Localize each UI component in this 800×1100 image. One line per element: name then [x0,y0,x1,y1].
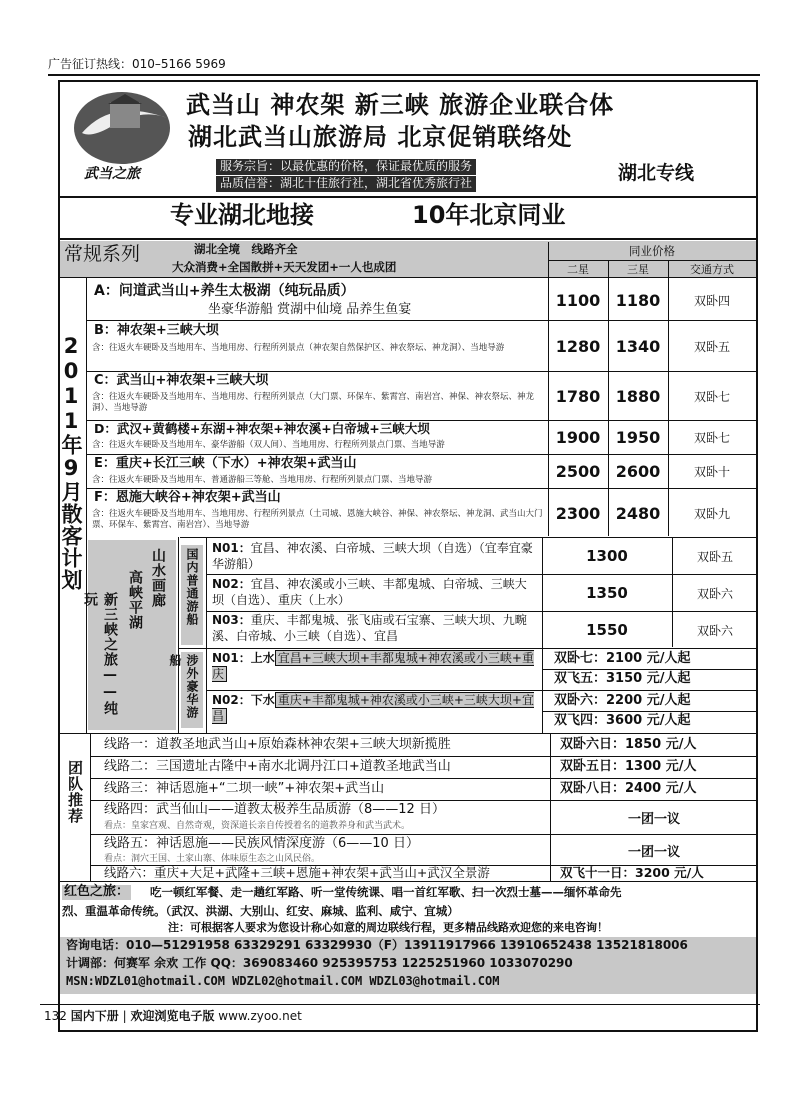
route-no: N01： [212,651,251,665]
route-highlights: 坐豪华游船 赏湖中仙境 品养生鱼宴 [208,302,412,317]
route-title: E：重庆+长江三峡（下水）+神农架+武当山 [94,456,357,471]
notice: 注：可根据客人要求为您设计称心如意的周边联线行程，更多精品线路欢迎您的来电咨询！ [168,921,608,934]
group-route-note: 看点：洞穴王国、土家山寨、体味原生态之山风民俗。 [104,854,321,864]
group-route-price: 一团一议 [627,811,680,827]
group-route-text: 线路四：武当仙山——道教太极养生品质游（8——12 日） [104,802,445,817]
slogan-a: 专业湖北地接 [170,201,314,229]
col-three-star: 三星 [627,262,649,276]
transport: 双卧四 [693,293,730,308]
transport: 双卧五 [696,549,733,564]
transport: 双卧十 [693,464,730,479]
route-no: N02： [212,693,251,707]
header-title-2: 湖北武当山旅游局 北京促销联络处 [188,123,573,151]
route-no: N02： [212,577,251,591]
route-stops: 宜昌、神农溪、白帝城、三峡大坝（自选）（宜奉宜豪华游船） [212,541,533,571]
contact-msn: MSN:WDZL01@hotmail.COM WDZL02@hotmail.COM WDZL03@hotmail.COM [66,974,500,988]
side-new-three-gorges: 新三峡之旅——纯玩 [82,592,118,716]
price-three-star: 1950 [615,427,661,447]
transport: 双卧七 [693,389,730,404]
contact-staff: 计调部：何赛军 余欢 工作 QQ：369083460 925395753 1225251960 1033070290 [66,956,573,970]
monthly-plan-label: 2011年9月散客计划 [59,333,83,591]
route-no: N01： [212,541,251,555]
route-stops: 宜昌+三峡大坝+丰都鬼城+神农溪或小三峡+重庆 [212,651,534,681]
group-route-price: 双卧六日：1850 元/人 [560,737,697,752]
price: 1350 [586,584,628,602]
taiji-logo-icon [72,88,182,168]
domestic-route-text [212,541,538,572]
price-two-star: 1280 [555,336,601,356]
route-includes: 含：往返火车硬卧及当地用车、当地用房、行程所列景点（大门票、环保车、紫霄宫、南岩宫、神保、神农祭坛、神龙洞）、当地导游 [92,392,535,414]
group-route-price: 双飞十一日：3200 元/人 [560,865,704,880]
transport: 双卧五 [693,339,730,354]
header-title-1: 武当山 神农架 新三峡 旅游企业联合体 [186,91,615,119]
price: 1550 [586,621,628,639]
route-includes: 含：往返火车硬卧及当地用车、当地用房、行程所列景点（土司城、恩施大峡谷、神保、神农祭坛、神龙洞、武当山大门票、环保车、紫霄宫、南岩宫）、当地导游 [92,509,543,531]
footer-site-link[interactable]: www.zyoo.net [218,1009,302,1023]
group-route-price: 双卧五日：1300 元/人 [560,759,697,774]
price-three-star: 1180 [615,290,661,310]
page-number: 132 [44,1009,67,1023]
group-route-price: 一团一议 [627,844,680,860]
route-direction: 下水 [250,693,275,707]
red-tour-label: 红色之旅： [64,884,130,899]
price-three-star: 2600 [615,461,661,481]
price-air: 双飞四：3600 元/人起 [554,713,691,728]
brand-tag: 湖北专线 [618,162,695,184]
side-landscape: 山水画廊 [150,548,166,608]
foreign-ship-label: 涉外豪华游船 [168,654,199,719]
route-title: C：武当山+神农架+三峡大坝 [94,373,269,388]
route-includes: 含：往返火车硬卧及当地用车、当地用房、行程所列景点（神农架自然保护区、神农祭坛、神龙洞）、当地导游 [92,343,505,353]
quality-promise: 品质信誉：湖北十佳旅行社，湖北省优秀旅行社 [216,176,476,192]
group-route-text: 线路五：神话恩施——民族风情深度游（6——10 日） [104,836,419,851]
service-tenet: 服务宗旨：以最优惠的价格，保证最优质的服务 [216,159,476,175]
footer: 132 国内下册 | 欢迎浏览电子版 www.zyoo.net [44,1009,302,1023]
price-air: 双飞五：3150 元/人起 [554,671,691,686]
price-three-star: 1340 [615,336,661,356]
group-route-text: 线路一：道教圣地武当山+原始森林神农架+三峡大坝新揽胜 [104,737,451,752]
slogan-b: 10年北京同业 [412,201,566,229]
price-two-star: 2500 [555,461,601,481]
price-two-star: 1780 [555,386,601,406]
route-title: B：神农架+三峡大坝 [94,323,219,338]
group-route-text: 线路六：重庆+大足+武隆+三峡+恩施+神农架+武当山+武汉全景游 [104,865,490,880]
red-tour-line1: 吃一顿红军餐、走一趟红军路、听一堂传统课、唱一首红军歌、扫一次烈士墓——缅怀革命先 [150,885,622,899]
route-no: N03： [212,613,251,627]
logo-caption: 武当之旅 [84,166,140,182]
group-route-text: 线路三：神话恩施+“二坝一峡”+神农架+武当山 [104,781,385,796]
series-subtitle-1: 湖北全境 线路齐全 [194,242,298,256]
footer-section: 国内下册 [70,1009,119,1023]
route-includes: 含：往返火车硬卧及当地用车、普通游船三等舱、当地用房、行程所列景点门票、当地导游 [92,475,433,485]
group-route-note: 看点：皇家宫观、自然奇观，资深道长亲自传授着名的道教养身和武当武术。 [104,821,411,831]
col-two-star: 二星 [567,262,589,276]
price-rail: 双卧七：2100 元/人起 [554,651,691,666]
foreign-route-text [212,651,540,682]
price-two-star: 1900 [555,427,601,447]
price-two-star: 1100 [555,290,601,310]
domestic-ship-label: 国内普通游船 [185,548,199,626]
price-three-star: 2480 [615,503,661,523]
domestic-route-text [212,613,538,644]
route-includes: 含：往返火车硬卧及当地用车、豪华游船（双人间）、当地用房、行程所列景点门票、当地导游 [92,440,445,450]
price-group-header: 同业价格 [629,244,675,258]
group-route-price: 双卧八日：2400 元/人 [560,781,697,796]
price: 1300 [586,547,628,565]
transport: 双卧六 [696,586,733,601]
top-divider [48,74,760,76]
series-title: 常规系列 [64,243,141,265]
series-subtitle-2: 大众消费+全国散拼+天天发团+一人也成团 [172,260,397,274]
ad-hotline: 广告征订热线：010–5166 5969 [48,57,226,71]
transport: 双卧六 [696,623,733,638]
route-title: D：武汉+黄鹤楼+东湖+神农架+神农溪+白帝城+三峡大坝 [94,421,430,436]
red-tour-line2: 烈、重温革命传统。（武汉、洪湖、大别山、红安、麻城、监利、咸宁、宜城） [62,904,459,918]
contact-phone: 咨询电话：010—51291958 63329291 63329930（F）13911917966 13910652438 13521818006 [66,938,688,952]
route-stops: 宜昌、神农溪或小三峡、丰都鬼城、白帝城、三峡大坝（自选）、重庆（上水） [212,577,527,607]
footer-welcome: 欢迎浏览电子版 [130,1009,215,1023]
slogan-divider [58,238,758,240]
foreign-route-text [212,693,540,724]
col-transport: 交通方式 [690,262,734,276]
price-rail: 双卧六：2200 元/人起 [554,693,691,708]
route-title: F：恩施大峡谷+神农架+武当山 [94,490,281,505]
transport: 双卧九 [693,506,730,521]
group-route-text: 线路二：三国遗址古隆中+南水北调丹江口+道教圣地武当山 [104,759,451,774]
header-divider [58,196,758,198]
route-direction: 上水 [250,651,275,665]
price-three-star: 1880 [615,386,661,406]
route-stops: 重庆、丰都鬼城、张飞庙或石宝寨、三峡大坝、九畹溪、白帝城、小三峡（自选）、宜昌 [212,613,527,643]
side-gorge-lake: 高峡平湖 [127,570,143,630]
route-stops: 重庆+丰都鬼城+神农溪或小三峡+三峡大坝+宜昌 [212,693,534,723]
transport: 双卧七 [693,430,730,445]
domestic-route-text [212,577,538,608]
group-side-label: 团队推荐 [66,760,84,824]
route-title: A：问道武当山+养生太极湖（纯玩品质） [94,283,355,299]
logo [72,88,182,168]
price-two-star: 2300 [555,503,601,523]
